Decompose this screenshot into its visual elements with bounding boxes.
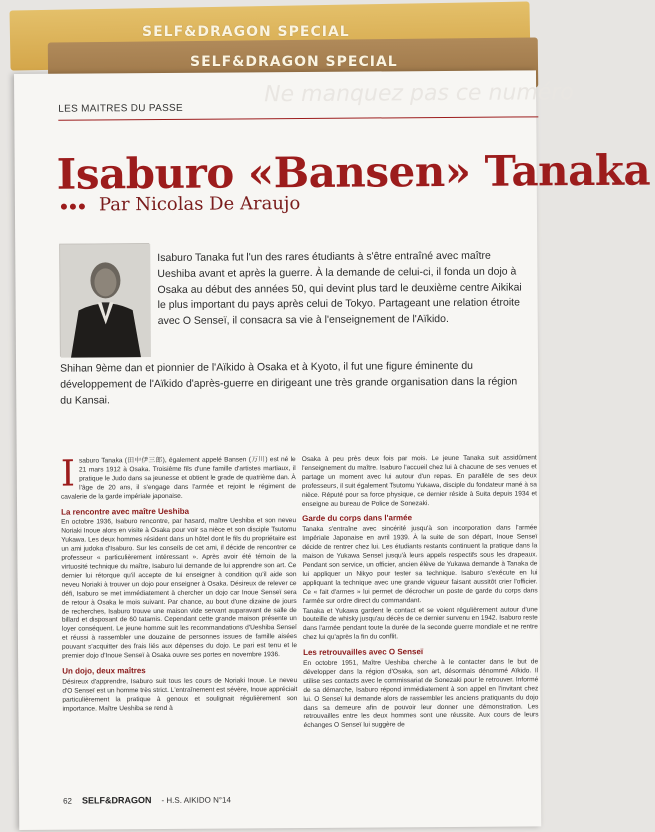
background-magazine-header-1: SELF&DRAGON SPECIAL [142,24,350,40]
left-column [60,453,298,715]
heading-rencontre: La rencontre avec maître Ueshiba [61,506,190,517]
left-paragraph-1 [60,453,296,502]
right-column [302,454,539,732]
heading-retrouvailles: Les retrouvailles avec O Senseï [303,647,424,658]
right-paragraph-3: Tanaka et Yukawa gardent le contact et se voient régulièrement autour d'une bouteille de whisky jusqu'au décès de ce dernier survenu en 1942. Isaburo reste dans l'armée pendant toute la durée de la seconde guerre mondiale et ne rentre chez lui qu'après la fin du conflit. [302,605,538,642]
ghost-see-through-text: Ne manquez pas ce numéro [264,80,574,108]
right-paragraph-2: Tanaka s'entraîne avec sincérité jusqu'à son incorporation dans l'armée Impériale Japonaise en avril 1939. À la suite de son départ, Inoue Senseï décide de rentrer chez lui. Les étudiants restants continuent la pratique dans la maison de Yukawa Senseï jusqu'à leurs appels respectifs sous les drapeaux. Pendant son service, un officier, ancien élève de Yukawa demande à Tanaka de lui appliquer un Nikyo pour tester sa technique. Isaburo s'exécute en lui appliquant la technique avec une grande vigueur faisant aussitôt crier l'officier. Ce « fait d'armes » lui permet de décrocher un poste de garde du corps dans l'armée sur ordre direct du commandant. [302,524,538,605]
magazine-page [14,70,651,830]
intro-paragraph-part-2: Shihan 9ème dan et pionnier de l'Aïkido à Osaka et à Kyoto, il fut une figure éminente du développement de l'Aïkido d'après-guerre en dirigeant une très grande organisation dans la région du Kansai. [60,359,518,407]
drop-cap: I [60,453,76,495]
page-footer [63,795,231,806]
background-magazine-header-2: SELF&DRAGON SPECIAL [190,54,398,70]
byline-dots-icon [61,204,85,210]
right-paragraph-1: Osaka à peu près deux fois par mois. Le jeune Tanaka suit assidûment l'enseignement du maître. Isaburo l'accueil chez lui à chacune de ses venues et partage un moment avec lui autour d'un repas. En parallèle de ses deux professeurs, il suit également Tsutomu Yukawa, disciple du fondateur mané à sa nièce. Réputé pour sa force physique, ce dernier réside à Suita depuis 1934 et enseigne au bureau de Police de Sonezaki. [301,454,537,508]
portrait-photo [59,243,150,357]
article-title: Isaburo «Bansen» Tanaka [56,145,651,199]
footer-issue: - H.S. AIKIDO N°14 [161,795,231,805]
footer-brand: SELF&DRAGON [81,795,152,806]
rubric-divider [58,116,538,120]
intro-paragraph-part-1: Isaburo Tanaka fut l'un des rares étudiants à s'être entraîné avec maître Ueshiba avant et après la guerre. À la demande de celui-ci, il fonda un dojo à Osaka au début des années 50, qui devint plus tard le deuxième centre Aikikai le plus important du pays après celui de Tokyo. Partageant une relation étroite avec O Senseï, il consacra sa vie à l'enseignement de l'Aïkido. [157,249,522,328]
left-paragraph-1-text: saburo Tanaka (田中伊三郎), également appelé Bansen (万川) est né le 21 mars 1912 à Osaka. Troisième fils d'une famille d'artistes martiaux, il pratique le Judo dans sa jeunesse et obtient le grade de quatrième dan. À l'âge de 20 ans, il s'engage dans l'armée et rejoint le régiment de cavalerie de la garde impériale japonaise. [60,456,296,501]
right-paragraph-4: En octobre 1951, Maître Ueshiba cherche à le contacter dans le but de développer dans la région d'Osaka, son art, désormais dénommé Aïkido. Il utilise ses contacts avec le commissariat de Sonezaki pour le retrouver. Informé de sa démarche, Isaburo répond immédiatement à son appel en l'invitant chez lui. O Senseï lui demande alors de rassembler les anciens pratiquants du dojo dans sa demeure afin de pouvoir leur donner une démonstration. Les retrouvailles entre les deux hommes sont une réussite. Aux cours de leurs échanges O Senseï lui suggère de [303,658,539,730]
heading-garde: Garde du corps dans l'armée [302,513,413,524]
section-rubric: LES MAITRES DU PASSE [58,102,184,115]
article-byline: Par Nicolas De Araujo [98,193,301,216]
page-number: 62 [63,796,73,806]
heading-dojo: Un dojo, deux maîtres [62,666,146,676]
left-paragraph-3: Désireux d'apprendre, Isaburo suit tous les cours de Noriaki Inoue. Le neveu d'O Senseï est un homme très strict. L'entraînement est sévère, Inoue appréciait particulièrement la pratique à genoux et soulignait régulièrement son importance. Maître Ueshiba se rend à [62,676,298,713]
left-paragraph-2: En octobre 1936, Isaburo rencontre, par hasard, maître Ueshiba et son neveu Noriaki Inoue alors en visite à Osaka pour voir sa nièce et son disciple Tsutomu Yukawa. Les deux hommes résident dans un hôtel dont le fils du propriétaire est un ami judoka d'Isaburo. Sur les conseils de cet ami, il décide de rencontrer ce professeur « particulièrement intéressant ». Après avoir été témoin de la virtuosité technique du maître, Isaburo lui demande de lui apprendre son art. Ce dernier lui rétorque qu'il accepte de lui enseigner à condition qu'il aide son neveu Noriaki à trouver un dojo pour enseigner à Osaka. Désireux de relever ce défi, Isaburo se met immédiatement à chercher un dojo car Inoue Senseï sera de retour à Osaka le mois suivant. Par chance, au bout d'une dizaine de jours de recherches, Isaburo trouve une maison vide servant auparavant de salle de billard et disposant de 60 tatamis. Cependant cette grande maison présente un loyer conséquent. Le jeune homme suit les recommandations d'Ueshiba Senseï et réussi à rassembler une douzaine de personnes issues de famille aisées pouvant s'acquitter des frais liés aux dépenses du dojo. Le pari est tenu et le premier dojo d'Inoue Senseï à Osaka ouvre ses portes en novembre 1936. [61,517,298,660]
